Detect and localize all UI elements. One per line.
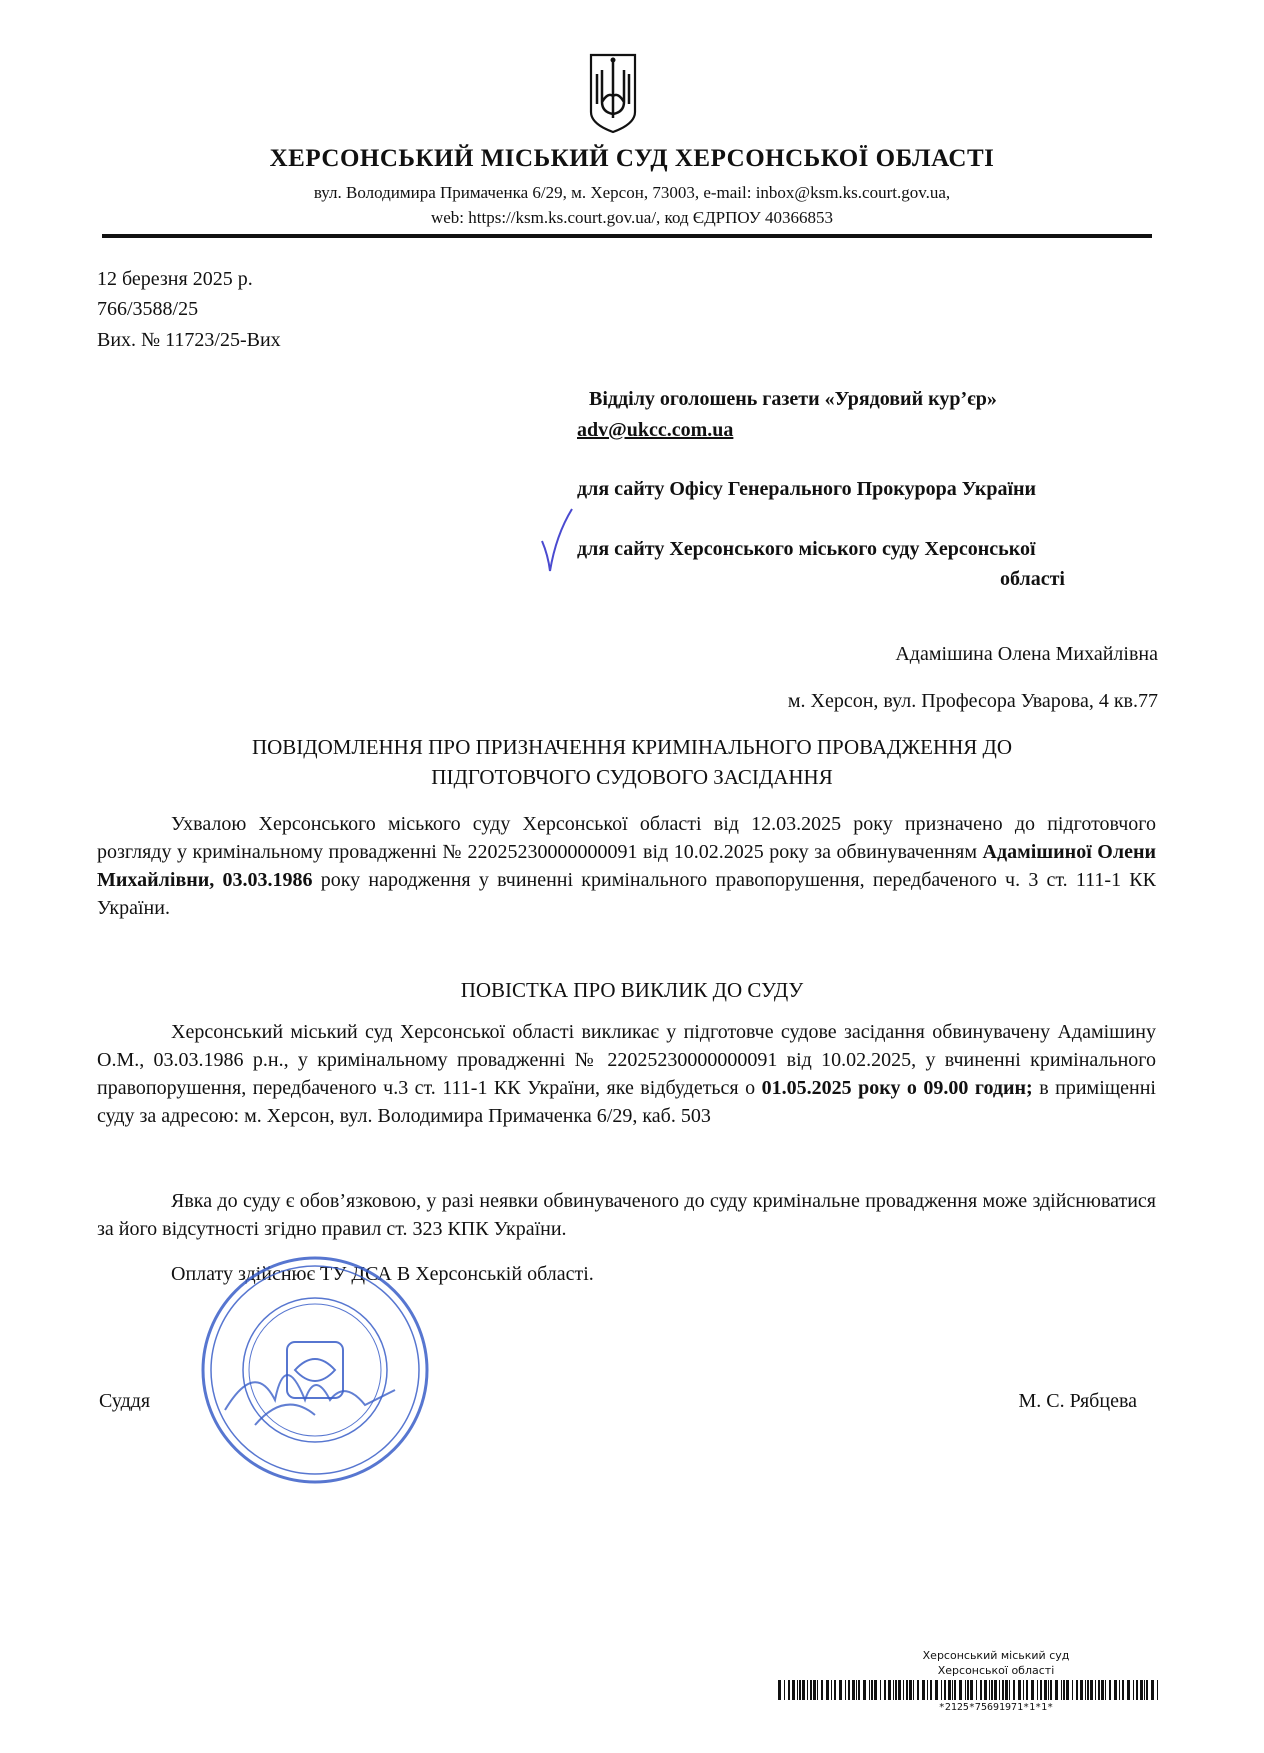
barcode-bar bbox=[1109, 1680, 1111, 1700]
recipient-prosecutor-site: для сайту Офісу Генерального Прокурора України bbox=[577, 478, 1037, 500]
round-court-seal-icon bbox=[195, 1250, 435, 1490]
barcode-bar bbox=[821, 1680, 823, 1700]
barcode-bar bbox=[863, 1680, 866, 1700]
barcode-bar bbox=[895, 1680, 897, 1700]
court-title: ХЕРСОНСЬКИЙ МІСЬКИЙ СУД ХЕРСОНСЬКОЇ ОБЛАСТІ bbox=[269, 145, 995, 172]
notice-heading-line-1: ПОВІДОМЛЕННЯ ПРО ПРИЗНАЧЕННЯ КРИМІНАЛЬНОГО ПРОВАДЖЕННЯ ДО bbox=[251, 735, 1013, 759]
barcode-bar bbox=[1080, 1680, 1083, 1700]
defendant-name-bold: Адамішиної Олени Михайлівни, 03.03.1986 bbox=[97, 841, 1156, 891]
barcode-bar bbox=[906, 1680, 908, 1700]
barcode-bar bbox=[1061, 1680, 1062, 1700]
barcode-bar bbox=[898, 1680, 901, 1700]
barcode-bar bbox=[807, 1680, 808, 1700]
barcode-bar bbox=[948, 1680, 951, 1700]
barcode-bar bbox=[976, 1680, 977, 1700]
barcode-bar bbox=[952, 1680, 953, 1700]
barcode-bar bbox=[1037, 1680, 1038, 1700]
payment-paragraph: Оплату здійснює ТУ ДСА В Херсонській області. bbox=[171, 1263, 594, 1285]
barcode-bar bbox=[991, 1680, 993, 1700]
barcode-bar bbox=[1105, 1680, 1106, 1700]
barcode-bar bbox=[1023, 1680, 1024, 1700]
barcode-bar bbox=[1013, 1680, 1015, 1700]
barcode-bar bbox=[834, 1680, 836, 1700]
summons-heading: ПОВІСТКА ПРО ВИКЛИК ДО СУДУ bbox=[460, 978, 804, 1002]
barcode-bar bbox=[927, 1680, 928, 1700]
barcode-bar bbox=[1087, 1680, 1089, 1700]
barcode-bar bbox=[1095, 1680, 1096, 1700]
barcode-bar bbox=[944, 1680, 946, 1700]
barcode-bar bbox=[1146, 1680, 1148, 1700]
barcode-bar bbox=[1122, 1680, 1124, 1700]
barcode-bar bbox=[1090, 1680, 1093, 1700]
barcode-bar bbox=[826, 1680, 829, 1700]
barcode-bar bbox=[999, 1680, 1000, 1700]
header-divider bbox=[102, 234, 1152, 238]
footer-court-line-2: Херсонської області bbox=[937, 1664, 1055, 1677]
barcode-bar bbox=[813, 1680, 816, 1700]
barcode-bar bbox=[1031, 1680, 1034, 1700]
barcode-bar bbox=[935, 1680, 938, 1700]
barcode-bar bbox=[994, 1680, 997, 1700]
barcode-bar bbox=[917, 1680, 919, 1700]
barcode-bar bbox=[1127, 1680, 1130, 1700]
barcode-bar bbox=[817, 1680, 818, 1700]
barcode-bar bbox=[831, 1680, 832, 1700]
barcode-bar bbox=[1136, 1680, 1138, 1700]
outgoing-number: Вих. № 11723/25-Вих bbox=[97, 329, 281, 351]
barcode-bar bbox=[941, 1680, 942, 1700]
document-date: 12 березня 2025 р. bbox=[97, 268, 253, 290]
barcode-bar bbox=[1140, 1680, 1143, 1700]
barcode-bar bbox=[903, 1680, 904, 1700]
barcode-bar bbox=[858, 1680, 860, 1700]
barcode-bar bbox=[784, 1680, 785, 1700]
notice-heading-line-2: ПІДГОТОВЧОГО СУДОВОГО ЗАСІДАННЯ bbox=[431, 765, 833, 789]
barcode-bar bbox=[1026, 1680, 1028, 1700]
barcode-bar bbox=[1005, 1680, 1008, 1700]
barcode-bar bbox=[845, 1680, 846, 1700]
recipient-newspaper: Відділу оголошень газети «Урядовий кур’єр» bbox=[589, 388, 997, 410]
barcode-bar bbox=[1063, 1680, 1065, 1700]
barcode-bar bbox=[778, 1680, 781, 1700]
summons-paragraph: Херсонський міський суд Херсонської області викликає у підготовче судове засідання обвинувачену Адамішину О.М., 03.03.1986 р.н., у кримінальному провадженні № 22025230000000091 від 10.02.2025, у вчиненні кримінального правопорушення, передбаченого ч.3 ст. 111-1 КК України, яке відбудеться о 01.05.2025 року о 09.00 годин; в приміщенні суду за адресою: м. Херсон, вул. Володимира Примаченка 6/29, каб. 503 bbox=[97, 1021, 1156, 1127]
barcode-bar bbox=[1055, 1680, 1058, 1700]
barcode-bar bbox=[1157, 1680, 1158, 1700]
barcode-bar bbox=[1119, 1680, 1120, 1700]
notice-paragraph: Ухвалою Херсонського міського суду Херсонської області від 12.03.2025 року призначено до підготовчого розгляду у кримінальному провадженні № 22025230000000091 від 10.02.2025 року за обвинуваченням Адамішиної Олени Михайлівни, 03.03.1986 року народження у вчиненні кримінального правопорушення, передбаченого ч. 3 ст. 111-1 КК України. bbox=[97, 813, 1156, 919]
barcode-bar bbox=[970, 1680, 973, 1700]
barcode-bar bbox=[852, 1680, 855, 1700]
barcode-bar bbox=[797, 1680, 798, 1700]
barcode-bar bbox=[1151, 1680, 1154, 1700]
barcode-bar bbox=[1101, 1680, 1104, 1700]
barcode-bar bbox=[1066, 1680, 1069, 1700]
recipient-email-link[interactable]: adv@ukcc.com.ua bbox=[577, 419, 734, 441]
barcode-bar bbox=[848, 1680, 850, 1700]
barcode-bar bbox=[1076, 1680, 1078, 1700]
addressee-name: Адамішина Олена Михайлівна bbox=[895, 643, 1158, 665]
barcode-bar bbox=[959, 1680, 962, 1700]
barcode-bar bbox=[913, 1680, 914, 1700]
barcode-bar bbox=[1085, 1680, 1086, 1700]
recipient-court-site-line-2: області bbox=[1000, 568, 1065, 590]
barcode-bar bbox=[788, 1680, 790, 1700]
barcode-bar bbox=[1048, 1680, 1049, 1700]
barcode-bar bbox=[1018, 1680, 1021, 1700]
barcode-bar bbox=[799, 1680, 801, 1700]
court-address-line-1: вул. Володимира Примаченка 6/29, м. Херсон, 73003, e-mail: inbox@ksm.ks.court.gov.ua, bbox=[313, 183, 951, 202]
barcode-bar bbox=[792, 1680, 795, 1700]
barcode-bar bbox=[909, 1680, 912, 1700]
addressee-address: м. Херсон, вул. Професора Уварова, 4 кв.77 bbox=[787, 690, 1158, 712]
barcode-bar bbox=[874, 1680, 877, 1700]
barcode-bar bbox=[802, 1680, 805, 1700]
barcode-bar bbox=[1040, 1680, 1042, 1700]
barcode-bar bbox=[967, 1680, 969, 1700]
judge-name: М. С. Рябцева bbox=[1018, 1390, 1137, 1412]
barcode-bar bbox=[980, 1680, 982, 1700]
barcode-bar bbox=[984, 1680, 987, 1700]
barcode-bar bbox=[965, 1680, 966, 1700]
barcode-icon bbox=[778, 1680, 1160, 1700]
barcode-bar bbox=[1133, 1680, 1134, 1700]
recipient-court-site: для сайту Херсонського міського суду Херсонської bbox=[577, 538, 1036, 560]
barcode-bar bbox=[839, 1680, 842, 1700]
barcode-bar bbox=[989, 1680, 990, 1700]
barcode-bar bbox=[880, 1680, 881, 1700]
attendance-paragraph: Явка до суду є обов’язковою, у разі неявки обвинуваченого до суду кримінальне провадження може здійснюватися за його відсутності згідно правил ст. 323 КПК України. bbox=[97, 1190, 1156, 1240]
hearing-datetime-bold: 01.05.2025 року о 09.00 годин; bbox=[761, 1077, 1033, 1099]
barcode-bar bbox=[954, 1680, 956, 1700]
barcode-bar bbox=[922, 1680, 925, 1700]
barcode-text: *2125*75691971*1*1* bbox=[938, 1702, 1054, 1713]
footer-court-line-1: Херсонський міський суд bbox=[922, 1649, 1070, 1662]
judge-label: Суддя bbox=[99, 1390, 151, 1412]
barcode-bar bbox=[1072, 1680, 1073, 1700]
ukraine-trident-emblem-icon bbox=[588, 52, 638, 134]
barcode-bar bbox=[1044, 1680, 1047, 1700]
barcode-bar bbox=[888, 1680, 891, 1700]
barcode-bar bbox=[884, 1680, 886, 1700]
court-address-line-2: web: https://ksm.ks.court.gov.ua/, код ЄДРПОУ 40366853 bbox=[430, 208, 834, 227]
barcode-bar bbox=[1050, 1680, 1052, 1700]
barcode-bar bbox=[1002, 1680, 1004, 1700]
barcode-bar bbox=[1098, 1680, 1100, 1700]
barcode-bar bbox=[1144, 1680, 1145, 1700]
barcode-bar bbox=[869, 1680, 870, 1700]
barcode-bar bbox=[1009, 1680, 1010, 1700]
barcode-bar bbox=[856, 1680, 857, 1700]
case-number: 766/3588/25 bbox=[97, 298, 199, 320]
check-mark-icon bbox=[538, 505, 578, 575]
barcode-bar bbox=[810, 1680, 812, 1700]
barcode-bar bbox=[930, 1680, 932, 1700]
barcode-bar bbox=[893, 1680, 894, 1700]
barcode-bar bbox=[871, 1680, 873, 1700]
barcode-bar bbox=[1114, 1680, 1117, 1700]
